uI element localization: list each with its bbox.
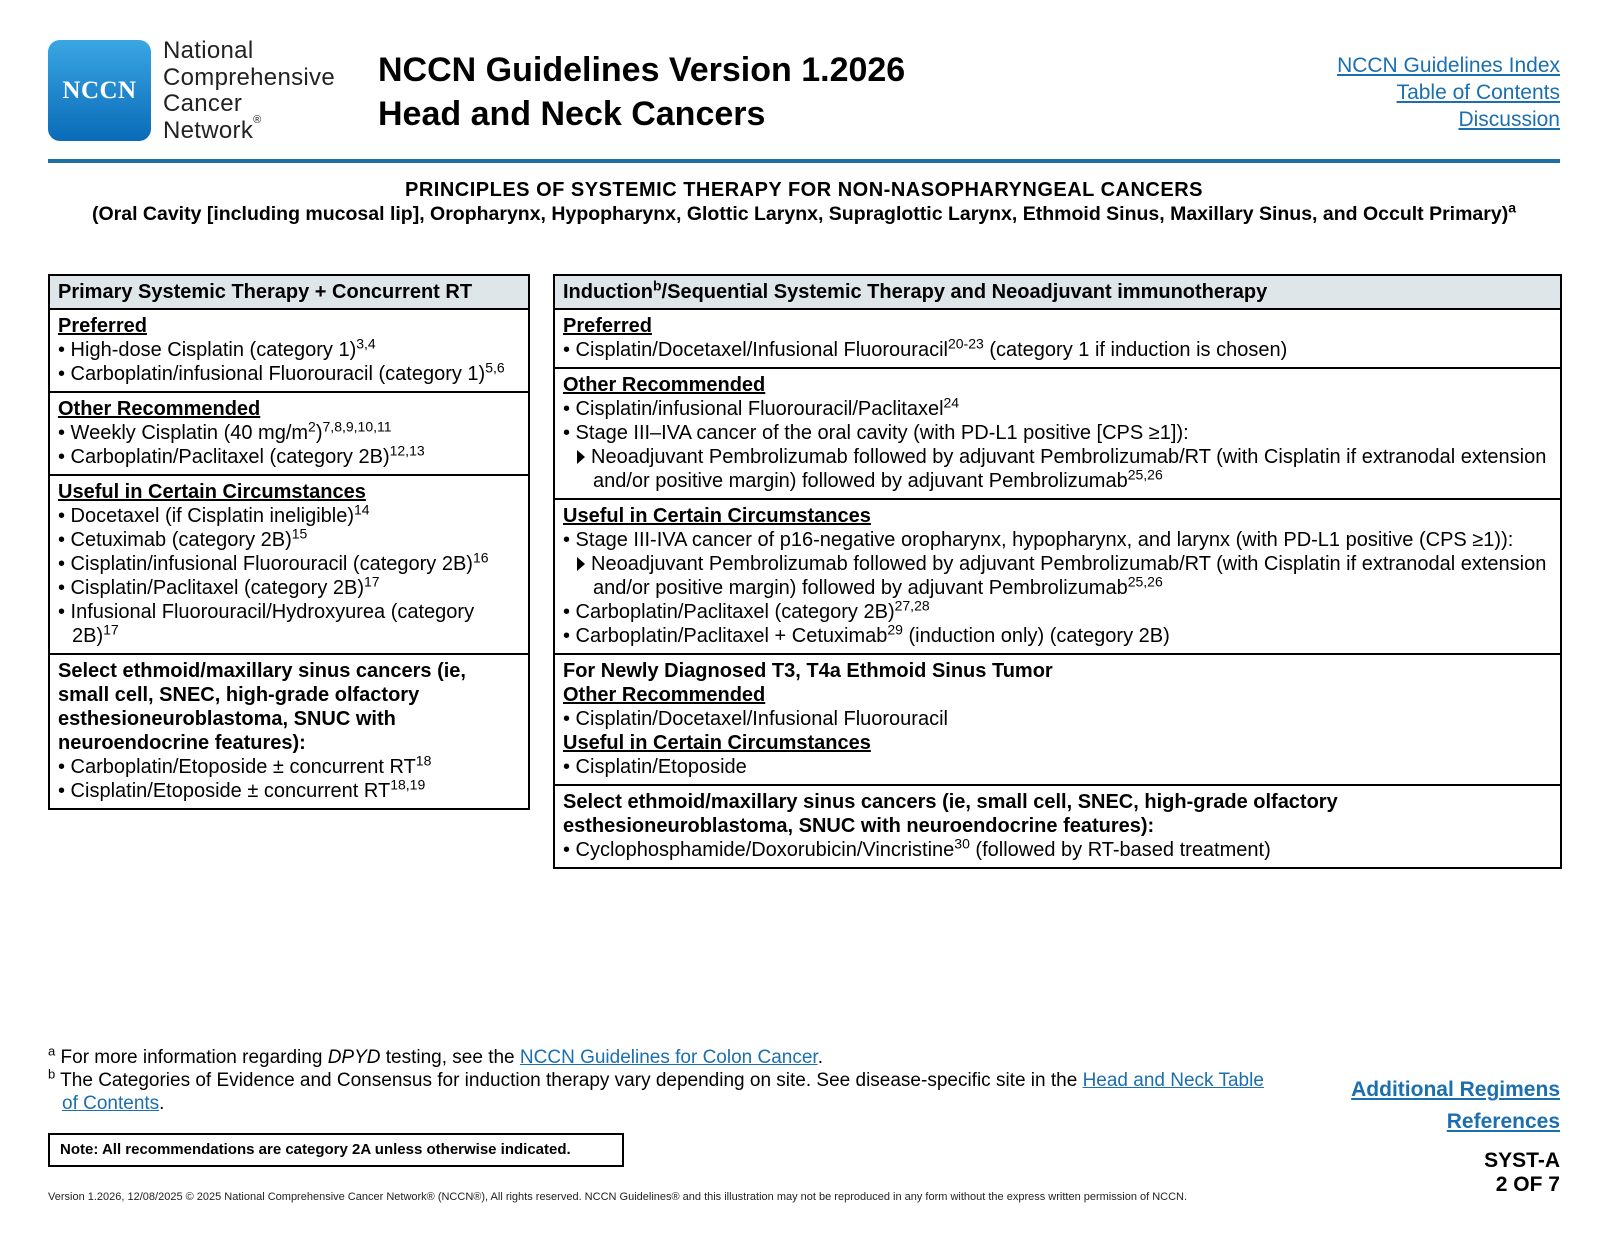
list-item: • Carboplatin/Etoposide ± concurrent RT$^{18}$	[58, 752, 432, 778]
nccn-logo-badge: NCCN	[48, 40, 151, 141]
list-item: • Cisplatin/Docetaxel/Infusional Fluorouracil$^{20-23}$ (category 1 if induction is chosen)	[563, 335, 1288, 361]
logo-network-word: Network	[163, 116, 254, 144]
left-useful-section	[50, 476, 528, 655]
guidelines-index-link[interactable]: NCCN Guidelines Index	[1337, 54, 1560, 77]
footnotes	[48, 1043, 1278, 1115]
page-title	[378, 48, 905, 136]
logo-line-network	[163, 113, 335, 145]
triangle-bullet-icon	[577, 450, 585, 464]
primary-systemic-therapy-table	[48, 274, 530, 810]
right-select-title: Select ethmoid/maxillary sinus cancers (ie, small cell, SNEC, high-grade olfactory esthesioneuroblastoma, SNUC with neuroendocrine features):	[563, 791, 1338, 837]
right-table-header: Induction$^b$/Sequential Systemic Therapy and Neoadjuvant immunotherapy	[555, 276, 1560, 310]
heading-sites: (Oral Cavity [including mucosal lip], Oropharynx, Hypopharynx, Glottic Larynx, Supraglottic Larynx, Ethmoid Sinus, Maxillary Sinus, and Occult Primary)	[91, 203, 1509, 225]
category-note: Note: All recommendations are category 2A unless otherwise indicated.	[48, 1133, 624, 1167]
right-select-sinus-section	[555, 786, 1560, 867]
title-cancer-type: Head and Neck Cancers	[378, 95, 766, 133]
title-version: NCCN Guidelines Version 1.2026	[378, 51, 906, 89]
list-item: • Cisplatin/infusional Fluorouracil/Paclitaxel$^{24}$	[563, 394, 960, 420]
header-footnote-b: b	[652, 277, 662, 294]
references-link[interactable]: References	[1446, 1110, 1560, 1133]
discussion-link[interactable]: Discussion	[1458, 108, 1560, 131]
heading-footnote-a: a	[1508, 199, 1516, 216]
left-table-header: Primary Systemic Therapy + Concurrent RT	[50, 276, 528, 310]
right-preferred-section	[555, 310, 1560, 369]
bottom-links	[1351, 1074, 1560, 1138]
left-preferred-section	[50, 310, 528, 393]
list-item: • Stage III-IVA cancer of p16-negative oropharynx, hypopharynx, and larynx (with PD-L1 positive (CPS ≥1)):	[563, 529, 1514, 551]
list-item: • Carboplatin/infusional Fluorouracil (category 1)$^{5,6}$	[58, 359, 505, 385]
list-subitem: Neoadjuvant Pembrolizumab followed by adjuvant Pembrolizumab/RT (with Cisplatin if extranodal extension and/or positive margin) followed by adjuvant Pembrolizumab$^{25,26}$	[563, 552, 1552, 600]
list-item: • Cetuximab (category 2B)$^{15}$	[58, 525, 308, 551]
list-item: • Carboplatin/Paclitaxel (category 2B)$^{27,28}$	[563, 597, 930, 623]
right-other-recommended-section	[555, 369, 1560, 500]
heading-line-2	[48, 199, 1560, 226]
right-useful-title: Useful in Certain Circumstances	[563, 505, 871, 527]
right-useful-section	[555, 500, 1560, 655]
table-of-contents-link[interactable]: Table of Contents	[1396, 81, 1560, 104]
logo-line-comprehensive: Comprehensive	[163, 63, 335, 91]
list-item: • High-dose Cisplatin (category 1)$^{3,4}$	[58, 335, 376, 361]
right-ethmoid-title: For Newly Diagnosed T3, T4a Ethmoid Sinus Tumor	[563, 660, 1053, 682]
left-useful-title: Useful in Certain Circumstances	[58, 481, 366, 503]
head-neck-toc-link[interactable]: Head and Neck Table of Contents	[62, 1070, 1264, 1114]
left-select-title: Select ethmoid/maxillary sinus cancers (ie, small cell, SNEC, high-grade olfactory esthesioneuroblastoma, SNUC with neuroendocrine features):	[58, 660, 466, 754]
triangle-bullet-icon	[577, 557, 585, 571]
logo-registered-mark: ®	[253, 113, 262, 126]
list-item: • Cisplatin/Docetaxel/Infusional Fluorouracil	[563, 708, 948, 730]
induction-sequential-therapy-table	[553, 274, 1562, 869]
list-item: • Cisplatin/infusional Fluorouracil (category 2B)$^{16}$	[58, 549, 489, 575]
colon-cancer-guidelines-link[interactable]: NCCN Guidelines for Colon Cancer	[519, 1047, 818, 1068]
list-item: • Stage III–IVA cancer of the oral cavity (with PD-L1 positive [CPS ≥1]):	[563, 422, 1189, 444]
top-navigation-links	[1337, 52, 1560, 133]
footnote-b: $^b$ The Categories of Evidence and Consensus for induction therapy vary depending on site. See disease-specific site in the Head and Neck Table of Contents.	[48, 1066, 1264, 1114]
left-other-recommended-section	[50, 393, 528, 476]
additional-regimens-link[interactable]: Additional Regimens	[1351, 1078, 1560, 1101]
left-preferred-title: Preferred	[58, 315, 147, 337]
list-item: • Carboplatin/Paclitaxel + Cetuximab$^{29}$ (induction only) (category 2B)	[563, 621, 1170, 647]
logo-line-cancer: Cancer	[163, 90, 243, 117]
copyright-notice: Version 1.2026, 12/08/2025 © 2025 National Comprehensive Cancer Network® (NCCN®), All rights reserved. NCCN Guidelines® and this illustration may not be reproduced in any form without the express written permission of NCCN.	[48, 1191, 1188, 1203]
header-divider	[48, 159, 1560, 163]
list-item: • Cisplatin/Etoposide ± concurrent RT$^{18,19}$	[58, 776, 426, 802]
list-item: • Infusional Fluorouracil/Hydroxyurea (category 2B)$^{17}$	[58, 601, 475, 647]
logo-line-national: National	[163, 37, 254, 64]
list-item: • Carboplatin/Paclitaxel (category 2B)$^{12,13}$	[58, 442, 425, 468]
left-select-sinus-section	[50, 655, 528, 808]
page-code	[1484, 1149, 1560, 1197]
list-subitem: Neoadjuvant Pembrolizumab followed by adjuvant Pembrolizumab/RT (with Cisplatin if extranodal extension and/or positive margin) followed by adjuvant Pembrolizumab$^{25,26}$	[563, 445, 1552, 493]
page-number: 2 OF 7	[1495, 1173, 1560, 1196]
list-item: • Cisplatin/Etoposide	[563, 756, 747, 778]
right-preferred-title: Preferred	[563, 315, 652, 337]
right-ethmoid-useful-title: Useful in Certain Circumstances	[563, 732, 871, 754]
section-heading	[48, 178, 1560, 226]
footnote-a: $^a$ For more information regarding DPYD testing, see the NCCN Guidelines for Colon Cancer.	[48, 1043, 823, 1068]
right-ethmoid-section	[555, 655, 1560, 786]
left-other-title: Other Recommended	[58, 398, 261, 420]
list-item: • Cisplatin/Paclitaxel (category 2B)$^{17}$	[58, 573, 380, 599]
nccn-logo-text	[163, 38, 335, 144]
heading-line-1: PRINCIPLES OF SYSTEMIC THERAPY FOR NON-NASOPHARYNGEAL CANCERS	[405, 179, 1203, 201]
right-other-title: Other Recommended	[563, 374, 766, 396]
right-ethmoid-other-title: Other Recommended	[563, 684, 766, 706]
page-code-section: SYST-A	[1484, 1149, 1560, 1172]
list-item: • Cyclophosphamide/Doxorubicin/Vincristine$^{30}$ (followed by RT-based treatment)	[563, 835, 1271, 861]
list-item: • Weekly Cisplatin (40 $mg/m^2)^{7,8,9,10,11}$	[58, 418, 392, 444]
list-item: • Docetaxel (if Cisplatin ineligible)$^{14}$	[58, 501, 370, 527]
